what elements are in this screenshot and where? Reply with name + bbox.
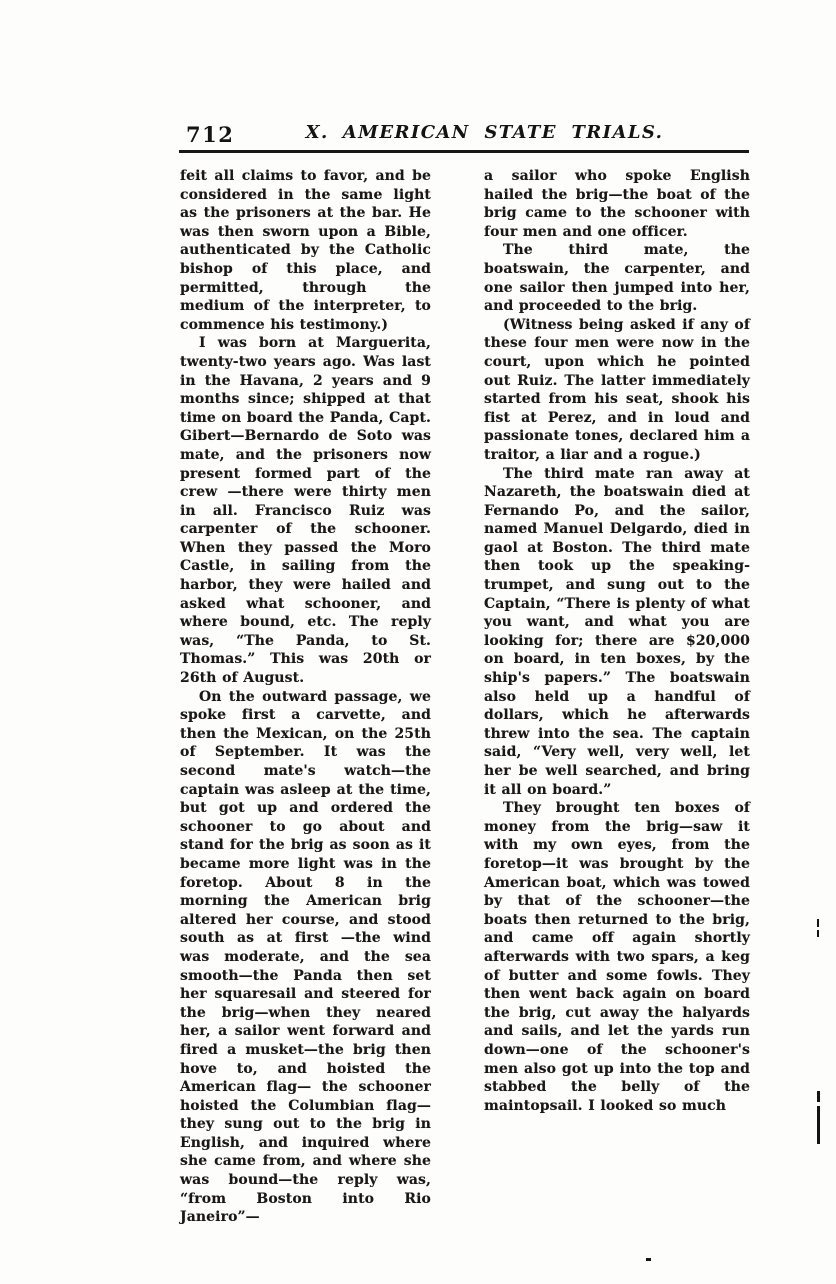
running-title-text: AMERICAN STATE TRIALS.: [342, 122, 664, 143]
running-title: [220, 122, 749, 143]
paragraph: The third mate, the boatswain, the carpenter, and one sailor then jumped into her, and proceeded to the brig.: [484, 242, 750, 315]
header-rule: [179, 150, 749, 153]
page-header: [180, 120, 749, 148]
paragraph: (Witness being asked if any of these four men were now in the court, upon which he pointed out Ruiz. The latter immediately started from his seat, shook his fist at Perez, and in loud and passionate tones, declared him a traitor, a liar and a rogue.): [484, 316, 750, 463]
scan-artifact-dash: [817, 1091, 820, 1102]
left-column: [180, 167, 431, 1227]
paragraph: I was born at Marguerita, twenty-two years ago. Was last in the Havana, 2 years and 9 months since; shipped at that time on board the Panda, Capt. Gibert—Bernardo de Soto was mate, and the prisoners now present formed part of the crew —there were thirty men in all. Francisco Ruiz was carpenter of the schooner. When they passed the Moro Castle, in sailing from the harbor, they were hailed and asked what schooner, and where bound, etc. The reply was, “The Panda, to St. Thomas.” This was 20th or 26th of August.: [180, 335, 431, 687]
scan-artifact-line: [817, 1106, 820, 1144]
paragraph: feit all claims to favor, and be considered in the same light as the prisoners at the bar. He was then sworn upon a Bible, authenticated by the Catholic bishop of this place, and permitted, through the medium of the interpreter, to commence his testimony.): [180, 168, 431, 333]
scan-artifact-speck: [646, 1258, 651, 1261]
paragraph: They brought ten boxes of money from the brig—saw it with my own eyes, from the foretop—it was brought by the American boat, which was towed by that of the schooner—the boats then returned to the brig, and came off again shortly afterwards with two spars, a keg of butter and some fowls. They then went back again on board the brig, cut away the halyards and sails, and let the yards run down—one of the schooner's men also got up into the top and stabbed the belly of the maintopsail. I looked so much: [484, 800, 750, 1114]
right-column: [484, 167, 750, 1227]
scan-artifact-dash: [817, 919, 819, 927]
chapter-numeral: X.: [305, 122, 329, 143]
page-number: 712: [186, 122, 235, 147]
scan-artifact-dash: [817, 930, 819, 937]
paragraph: a sailor who spoke English hailed the brig—the boat of the brig came to the schooner with four men and one officer.: [484, 168, 750, 240]
paragraph: On the outward passage, we spoke first a carvette, and then the Mexican, on the 25th of September. It was the second mate's watch—the captain was asleep at the time, but got up and ordered the schooner to go about and stand for the brig as soon as it became more light was in the foretop. About 8 in the morning the American brig altered her course, and stood south as at first —the wind was moderate, and the sea smooth—the Panda then set her squaresail and steered for the brig—when they neared her, a sailor went forward and fired a musket—the brig then hove to, and hoisted the American flag— the schooner hoisted the Columbian flag—they sung out to the brig in English, and inquired where she came from, and where she was bound—the reply was, “from Boston into Rio Janeiro”—: [180, 688, 431, 1226]
paragraph: The third mate ran away at Nazareth, the boatswain died at Fernando Po, and the sailor, named Manuel Delgardo, died in gaol at Boston. The third mate then took up the speaking-trumpet, and sung out to the Captain, “There is plenty of what you want, and what you are looking for; there are $20,000 on board, in ten boxes, by the ship's papers.” The boatswain also held up a handful of dollars, which he afterwards threw into the sea. The captain said, “Very well, very well, let her be well searched, and bring it all on board.”: [484, 465, 750, 798]
text-block: [180, 167, 750, 1227]
